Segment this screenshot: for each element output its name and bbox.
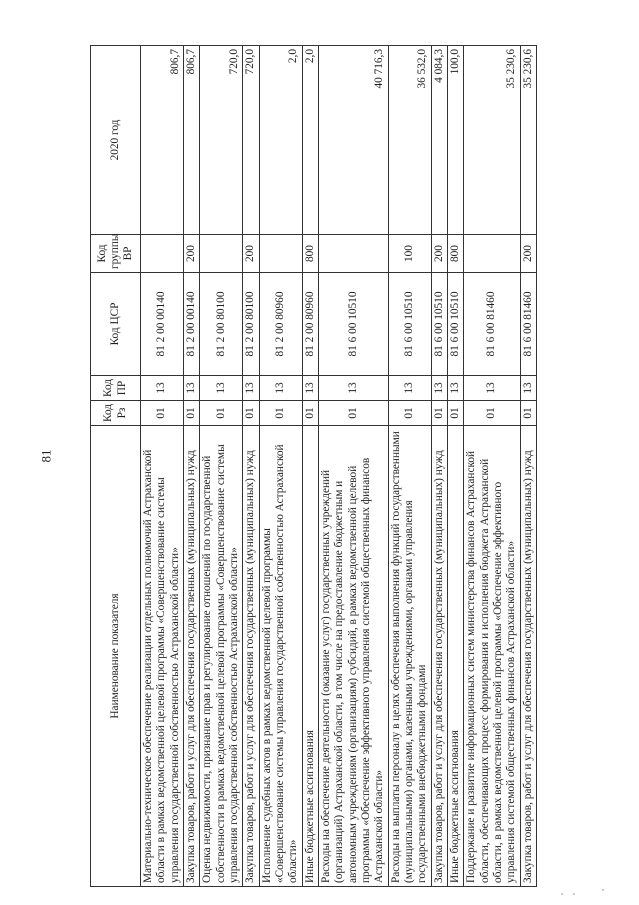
cell-vr: 800 <box>447 235 463 273</box>
cell-value: 4 084,3 <box>431 46 447 235</box>
cell-value: 35 230,6 <box>520 46 536 235</box>
cell-pr: 13 <box>243 376 259 401</box>
cell-rz: 01 <box>200 401 243 426</box>
table-row <box>447 46 463 887</box>
page-number: 81 <box>38 449 54 463</box>
cell-vr: 200 <box>183 235 199 273</box>
cell-vr: 200 <box>243 235 259 273</box>
table-row <box>520 46 536 887</box>
cell-name: Расходы на обеспечение деятельности (оказание услуг) государственных учреждений (организаций) Астраханской области, в том числе на предоставление бюджетным и автономным учреждениям (организациям) субсидий, в рамках ведомственной целевой программы «Обеспечение эффективного управления системой общественных финансов Астраханской области» <box>318 426 388 887</box>
cell-csr: 81 2 00 80100 <box>243 273 259 376</box>
cell-vr <box>141 235 184 273</box>
cell-rz: 01 <box>302 401 318 426</box>
cell-rz: 01 <box>318 401 388 426</box>
cell-pr: 13 <box>141 376 184 401</box>
cell-vr <box>259 235 302 273</box>
scan-dot <box>602 889 604 891</box>
cell-rz: 01 <box>388 401 431 426</box>
cell-name: Закупка товаров, работ и услуг для обеспечения государственных (муниципальных) нужд <box>431 426 447 887</box>
table-row <box>200 46 243 887</box>
scan-dot <box>561 893 563 895</box>
cell-value: 35 230,6 <box>464 46 520 235</box>
cell-name: Закупка товаров, работ и услуг для обеспечения государственных (муниципальных) нужд <box>243 426 259 887</box>
cell-pr: 13 <box>464 376 520 401</box>
cell-name: Материально-техническое обеспечение реализации отдельных полномочий Астраханской области в рамках ведомственной целевой программы «Совершенствование системы управления государственной собственностью Астраханской области» <box>141 426 184 887</box>
table-row <box>302 46 318 887</box>
cell-vr <box>200 235 243 273</box>
cell-pr: 13 <box>447 376 463 401</box>
cell-rz: 01 <box>243 401 259 426</box>
table-row <box>388 46 431 887</box>
cell-vr: 100 <box>388 235 431 273</box>
cell-csr: 81 6 00 10510 <box>447 273 463 376</box>
cell-vr: 200 <box>431 235 447 273</box>
header-rz: Код Рз <box>91 401 141 426</box>
cell-rz: 01 <box>447 401 463 426</box>
header-vr: Код группы ВР <box>91 235 141 273</box>
cell-rz: 01 <box>141 401 184 426</box>
cell-pr: 13 <box>259 376 302 401</box>
cell-pr: 13 <box>431 376 447 401</box>
cell-pr: 13 <box>520 376 536 401</box>
cell-name: Поддержание и развитие информационных систем министерства финансов Астраханской области, обеспечивающих процесс формирования и исполнения бюджета Астраханской области, в рамках ведомственной целевой программы «Обеспечение эффективного управления системой общественных финансов Астраханской области» <box>464 426 520 887</box>
budget-table-container <box>90 46 615 887</box>
cell-rz: 01 <box>183 401 199 426</box>
cell-rz: 01 <box>259 401 302 426</box>
table-row <box>431 46 447 887</box>
cell-vr <box>464 235 520 273</box>
cell-name: Расходы на выплаты персоналу в целях обеспечения выполнения функций государственными (муниципальными) органами, казенными учреждениями, органами управления государственными внебюджетными фондами <box>388 426 431 887</box>
cell-vr <box>318 235 388 273</box>
cell-vr: 800 <box>302 235 318 273</box>
header-csr: Код ЦСР <box>91 273 141 376</box>
budget-table <box>90 45 537 887</box>
header-name: Наименование показателя <box>91 426 141 887</box>
header-pr: Код ПР <box>91 376 141 401</box>
cell-csr: 81 6 00 81460 <box>464 273 520 376</box>
cell-csr: 81 2 00 80960 <box>259 273 302 376</box>
cell-rz: 01 <box>464 401 520 426</box>
cell-rz: 01 <box>520 401 536 426</box>
cell-csr: 81 2 00 00140 <box>183 273 199 376</box>
cell-vr: 200 <box>520 235 536 273</box>
cell-csr: 81 6 00 81460 <box>520 273 536 376</box>
cell-value: 100,0 <box>447 46 463 235</box>
cell-csr: 81 6 00 10510 <box>388 273 431 376</box>
cell-csr: 81 6 00 10510 <box>431 273 447 376</box>
cell-pr: 13 <box>200 376 243 401</box>
cell-value: 806,7 <box>183 46 199 235</box>
cell-value: 2,0 <box>259 46 302 235</box>
table-body <box>141 46 537 887</box>
cell-name: Оценка недвижимости, признание прав и регулирование отношений по государственной собственности в рамках ведомственной целевой программы «Совершенствование системы управления государственной собственностью Астраханской области» <box>200 426 243 887</box>
cell-csr: 81 6 00 10510 <box>318 273 388 376</box>
cell-pr: 13 <box>388 376 431 401</box>
table-header-row <box>91 46 141 887</box>
cell-value: 2,0 <box>302 46 318 235</box>
cell-value: 720,0 <box>243 46 259 235</box>
cell-name: Закупка товаров, работ и услуг для обеспечения государственных (муниципальных) нужд <box>183 426 199 887</box>
cell-name: Иные бюджетные ассигнования <box>302 426 318 887</box>
cell-csr: 81 2 00 00140 <box>141 273 184 376</box>
cell-name: Закупка товаров, работ и услуг для обеспечения государственных (муниципальных) нужд <box>520 426 536 887</box>
header-year: 2020 год <box>91 46 141 235</box>
cell-value: 720,0 <box>200 46 243 235</box>
cell-csr: 81 2 00 80100 <box>200 273 243 376</box>
cell-pr: 13 <box>183 376 199 401</box>
cell-value: 806,7 <box>141 46 184 235</box>
table-row <box>141 46 184 887</box>
cell-rz: 01 <box>431 401 447 426</box>
table-row <box>259 46 302 887</box>
cell-value: 36 532,0 <box>388 46 431 235</box>
cell-name: Исполнение судебных актов в рамках ведомственной целевой программы «Совершенствование системы управления государственной собственностью Астраханской области» <box>259 426 302 887</box>
scan-dot <box>573 893 575 895</box>
cell-name: Иные бюджетные ассигнования <box>447 426 463 887</box>
cell-csr: 81 2 00 80960 <box>302 273 318 376</box>
cell-value: 40 716,3 <box>318 46 388 235</box>
cell-pr: 13 <box>302 376 318 401</box>
table-row <box>318 46 388 887</box>
table-row <box>183 46 199 887</box>
table-row <box>464 46 520 887</box>
cell-pr: 13 <box>318 376 388 401</box>
table-row <box>243 46 259 887</box>
